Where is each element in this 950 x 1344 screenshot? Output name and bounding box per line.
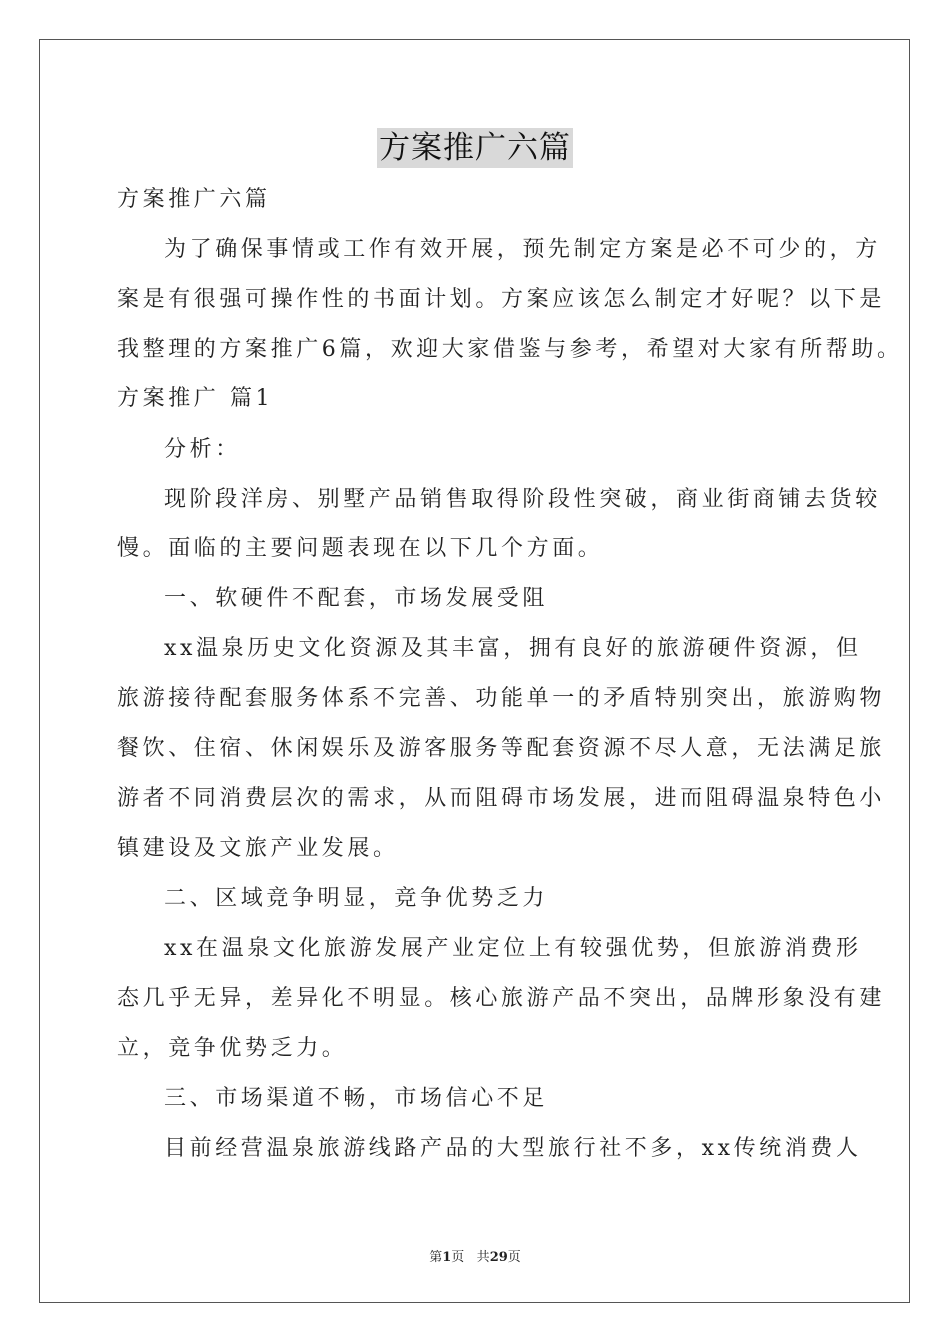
paragraph-line: 分析： bbox=[164, 437, 241, 462]
paragraph-line: 旅游接待配套服务体系不完善、功能单一的矛盾特别突出，旅游购物 bbox=[117, 686, 886, 711]
subtitle-line: 方案推广六篇 bbox=[117, 187, 271, 212]
footer-total-prefix: 共 bbox=[476, 1250, 490, 1265]
footer-page-number: 1 bbox=[442, 1250, 452, 1265]
paragraph-line: 态几乎无异，差异化不明显。核心旅游产品不突出，品牌形象没有建 bbox=[117, 986, 886, 1011]
paragraph-line: 立，竞争优势乏力。 bbox=[117, 1036, 348, 1061]
document-title: 方案推广六篇 bbox=[379, 130, 571, 166]
paragraph-line: 现阶段洋房、别墅产品销售取得阶段性突破，商业街商铺去货较 bbox=[164, 487, 881, 512]
section-heading: 方案推广 篇1 bbox=[117, 386, 274, 411]
paragraph-line: 目前经营温泉旅游线路产品的大型旅行社不多，xx传统消费人 bbox=[164, 1136, 862, 1161]
paragraph-line: xx在温泉文化旅游发展产业定位上有较强优势，但旅游消费形 bbox=[164, 936, 862, 961]
paragraph-line: 我整理的方案推广6篇，欢迎大家借鉴与参考，希望对大家有所帮助。 bbox=[117, 337, 903, 362]
paragraph-line: 案是有很强可操作性的书面计划。方案应该怎么制定才好呢？以下是 bbox=[117, 287, 886, 312]
subheading-line: 三、市场渠道不畅，市场信心不足 bbox=[164, 1086, 549, 1111]
footer-total-pages: 29 bbox=[489, 1250, 508, 1265]
paragraph-line: xx温泉历史文化资源及其丰富，拥有良好的旅游硬件资源，但 bbox=[164, 636, 862, 661]
paragraph-line: 游者不同消费层次的需求，从而阻碍市场发展，进而阻碍温泉特色小 bbox=[117, 786, 886, 811]
paragraph-line: 慢。面临的主要问题表现在以下几个方面。 bbox=[117, 536, 604, 561]
paragraph-line: 镇建设及文旅产业发展。 bbox=[117, 836, 399, 861]
footer-total-suffix: 页 bbox=[507, 1250, 521, 1265]
page-footer bbox=[0, 1246, 950, 1265]
footer-page-prefix: 第 bbox=[429, 1250, 443, 1265]
subheading-line: 二、区域竞争明显，竞争优势乏力 bbox=[164, 886, 549, 911]
title-wrap bbox=[0, 128, 950, 168]
paragraph-line: 为了确保事情或工作有效开展，预先制定方案是必不可少的，方 bbox=[164, 237, 881, 262]
subheading-line: 一、软硬件不配套，市场发展受阻 bbox=[164, 586, 549, 611]
footer-page-suffix: 页 bbox=[451, 1250, 465, 1265]
paragraph-line: 餐饮、住宿、休闲娱乐及游客服务等配套资源不尽人意，无法满足旅 bbox=[117, 736, 886, 761]
